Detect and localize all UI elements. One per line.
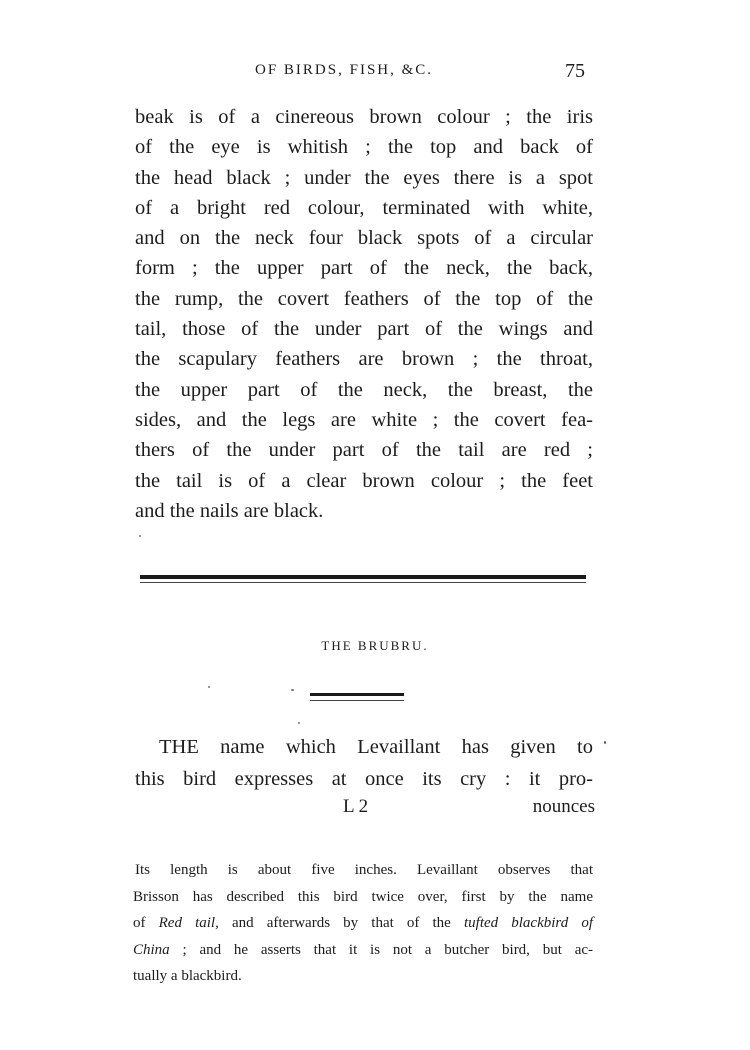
paper-speck: [291, 689, 294, 691]
running-title: OF BIRDS, FISH, &C.: [255, 62, 434, 78]
section-divider-thick: [140, 575, 586, 579]
paper-speck: [298, 722, 300, 724]
signature-mark: L 2: [343, 796, 369, 817]
text-line: THE name which Levaillant has given to: [159, 736, 593, 758]
text-line: the upper part of the neck, the breast, the: [135, 378, 593, 401]
footnote-italic: Red tail,: [158, 915, 219, 931]
footnote-line: tually a blackbird.: [133, 968, 242, 984]
text-line: of a bright red colour, terminated with white,: [135, 196, 593, 219]
text-line: tail, those of the under part of the wings and: [135, 318, 593, 341]
footnote-text: ; and he asserts that it is not a butcher bird, but ac-: [169, 941, 593, 958]
section-title: THE BRUBRU.: [321, 638, 429, 653]
text-line: beak is of a cinereous brown colour ; the iris: [135, 106, 593, 128]
footnote-italic: China: [133, 941, 170, 958]
title-rule-thin: [310, 700, 404, 701]
footnote-italic: tufted blackbird of: [463, 915, 593, 931]
text-line: and the nails are black.: [135, 499, 324, 522]
text-line: sides, and the legs are white ; the covert fea-: [135, 408, 593, 431]
text-line: form ; the upper part of the neck, the back,: [135, 257, 593, 280]
page-number: 75: [565, 60, 585, 82]
text-line: of the eye is whitish ; the top and back of: [135, 136, 593, 159]
section-divider-thin: [140, 582, 586, 583]
catch-line: [135, 796, 595, 824]
text-line: and on the neck four black spots of a circular: [135, 227, 593, 250]
text-line: the tail is of a clear brown colour ; the feet: [135, 469, 593, 492]
footnote-line: [133, 937, 593, 964]
text-line: this bird expresses at once its cry : it pro-: [135, 768, 593, 790]
footnote-text: of: [133, 915, 159, 931]
footnote-text: and afterwards by that of the: [218, 915, 464, 931]
footnote: [133, 857, 593, 990]
paper-speck: [604, 741, 606, 744]
paper-speck: [208, 686, 210, 688]
catchword: nounces: [532, 796, 595, 817]
paper-speck: [139, 535, 141, 537]
footnote-line: Its length is about five inches. Levaillant observes that: [135, 862, 593, 878]
footnote-line: [133, 910, 593, 937]
title-rule-thick: [310, 693, 404, 696]
text-line: the scapulary feathers are brown ; the throat,: [135, 348, 593, 371]
footnote-line: Brisson has described this bird twice over, first by the name: [133, 888, 593, 905]
section-paragraph: [135, 731, 593, 795]
text-line: the head black ; under the eyes there is a spot: [135, 166, 593, 189]
text-line: the rump, the covert feathers of the top of the: [135, 287, 593, 310]
main-paragraph: [135, 102, 593, 526]
text-line: thers of the under part of the tail are red ;: [135, 439, 593, 462]
